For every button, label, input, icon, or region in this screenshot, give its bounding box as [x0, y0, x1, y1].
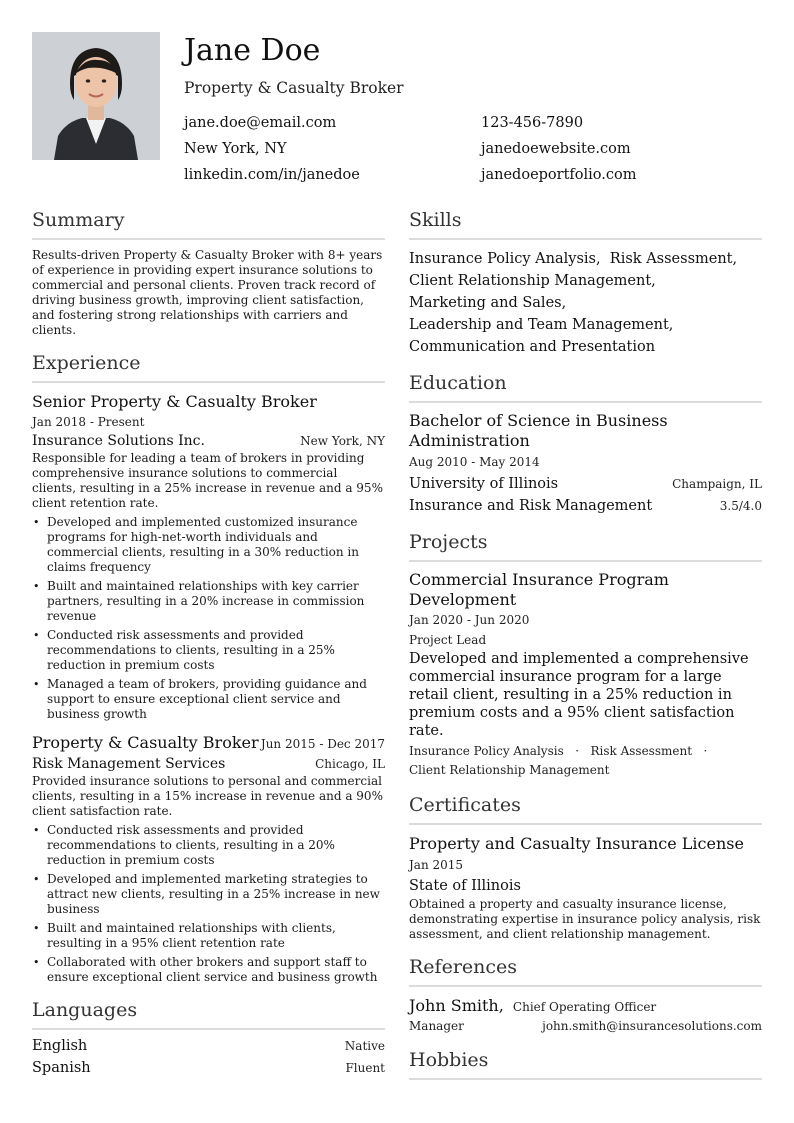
experience-entry [32, 391, 385, 722]
job-title: Senior Property & Casualty Broker [32, 392, 317, 411]
left-column [32, 207, 385, 1094]
reference-relation: Manager [409, 1019, 464, 1033]
skills-line: Marketing and Sales, [409, 295, 567, 311]
project-tags [409, 742, 762, 780]
certificate-date: Jan 2015 [409, 858, 464, 872]
education-gpa: 3.5/4.0 [719, 499, 762, 513]
project-role: Project Lead [409, 633, 487, 647]
job-bullets [32, 515, 385, 722]
education-field: Insurance and Risk Management [409, 498, 653, 514]
education-school: University of Illinois [409, 476, 559, 492]
job-location: Chicago, IL [315, 757, 385, 771]
skills-line: Client Relationship Management, [409, 273, 656, 289]
job-description: Responsible for leading a team of brokers in providing comprehensive insurance solutions to commercial clients, resulting in a 25% increase in revenue and a 95% client retention rate. [32, 451, 383, 510]
education-location: Champaign, IL [672, 477, 762, 491]
contact-linkedin[interactable]: linkedin.com/in/janedoe [184, 167, 360, 183]
languages-section [32, 997, 385, 1082]
job-bullet: • Built and maintained relationships with clients, resulting in a 95% client retention rate [32, 921, 385, 951]
experience-heading: Experience [32, 350, 385, 383]
reference-position: Chief Operating Officer [512, 1000, 657, 1014]
experience-section [32, 350, 385, 985]
right-column [409, 207, 762, 1092]
tag-separator-icon: · [567, 744, 587, 758]
summary-text: Results-driven Property & Casualty Broker with 8+ years of experience in providing expert insurance solutions to commercial and personal clients. Proven track record of driving business growth, improving client satisfaction, and fostering strong relationships with carriers and clients. [32, 248, 383, 337]
certificate-title: Property and Casualty Insurance License [409, 834, 744, 853]
hobbies-heading: Hobbies [409, 1047, 762, 1080]
education-dates: Aug 2010 - May 2014 [409, 455, 540, 469]
candidate-name: Jane Doe [184, 33, 321, 68]
skills-section [409, 207, 762, 358]
job-bullet: • Developed and implemented customized insurance programs for high-net-worth individuals and commercial clients, resulting in a 30% reduction in claims frequency [32, 515, 385, 575]
summary-heading: Summary [32, 207, 385, 240]
language-name: Spanish [32, 1060, 91, 1076]
language-name: English [32, 1038, 88, 1054]
tag-separator-icon: · [695, 744, 708, 758]
language-row [32, 1038, 385, 1060]
contact-location: New York, NY [184, 141, 287, 157]
reference-email[interactable]: john.smith@insurancesolutions.com [542, 1019, 762, 1033]
project-title: Commercial Insurance Program Development [409, 570, 669, 609]
certificate-description: Obtained a property and casualty insurance license, demonstrating expertise in insurance policy analysis, risk assessment, and client relationship management. [409, 897, 761, 941]
references-heading: References [409, 954, 762, 987]
skills-heading: Skills [409, 207, 762, 240]
job-company: Insurance Solutions Inc. [32, 433, 205, 449]
certificates-heading: Certificates [409, 792, 762, 825]
profile-photo [32, 32, 160, 160]
candidate-title: Property & Casualty Broker [184, 79, 404, 97]
project-tag: Client Relationship Management [409, 763, 610, 777]
summary-section [32, 207, 385, 338]
education-heading: Education [409, 370, 762, 403]
job-bullets [32, 823, 385, 985]
portrait-image [32, 32, 160, 160]
skills-line: Communication and Presentation [409, 339, 656, 355]
certificates-section [409, 792, 762, 942]
languages-heading: Languages [32, 997, 385, 1030]
job-bullet: • Conducted risk assessments and provided recommendations to clients, resulting in a 20% reduction in premium costs [32, 823, 385, 868]
project-dates: Jan 2020 - Jun 2020 [409, 613, 530, 627]
job-bullet: • Built and maintained relationships with key carrier partners, resulting in a 20% increase in commission revenue [32, 579, 385, 624]
contact-email[interactable]: jane.doe@email.com [184, 115, 337, 131]
job-dates: Jan 2018 - Present [32, 415, 145, 429]
job-dates: Jun 2015 - Dec 2017 [260, 737, 385, 751]
education-degree: Bachelor of Science in Business Administration [409, 411, 668, 450]
job-title: Property & Casualty Broker [32, 733, 259, 752]
reference-name: John Smith, [409, 996, 504, 1015]
projects-heading: Projects [409, 529, 762, 562]
job-description: Provided insurance solutions to personal and commercial clients, resulting in a 15% increase in revenue and a 90% client satisfaction rate. [32, 774, 383, 818]
project-tag: Insurance Policy Analysis [409, 744, 564, 758]
skills-line: Leadership and Team Management, [409, 317, 674, 333]
job-company: Risk Management Services [32, 756, 226, 772]
language-level: Fluent [345, 1061, 385, 1075]
contact-portfolio[interactable]: janedoeportfolio.com [481, 167, 637, 183]
skills-line: Insurance Policy Analysis, Risk Assessment, [409, 251, 738, 267]
project-description: Developed and implemented a comprehensive commercial insurance program for a large retail client, resulting in a 25% reduction in premium costs and a 95% client satisfaction rate. [409, 651, 749, 739]
job-bullet: • Managed a team of brokers, providing guidance and support to ensure exceptional client service and business growth [32, 677, 385, 722]
experience-entry [32, 732, 385, 985]
education-section [409, 370, 762, 517]
job-bullet: • Collaborated with other brokers and support staff to ensure exceptional client service and business growth [32, 955, 385, 985]
job-location: New York, NY [300, 434, 385, 448]
job-bullet: • Conducted risk assessments and provided recommendations to clients, resulting in a 25% reduction in premium costs [32, 628, 385, 673]
certificate-issuer: State of Illinois [409, 878, 521, 894]
language-row [32, 1060, 385, 1082]
projects-section [409, 529, 762, 780]
contact-website[interactable]: janedoewebsite.com [481, 141, 631, 157]
contact-phone: 123-456-7890 [481, 115, 584, 131]
references-section [409, 954, 762, 1035]
project-tag: Risk Assessment [590, 744, 693, 758]
language-level: Native [344, 1039, 385, 1053]
job-bullet: • Developed and implemented marketing strategies to attract new clients, resulting in a 25% increase in new business [32, 872, 385, 917]
hobbies-section [409, 1047, 762, 1080]
